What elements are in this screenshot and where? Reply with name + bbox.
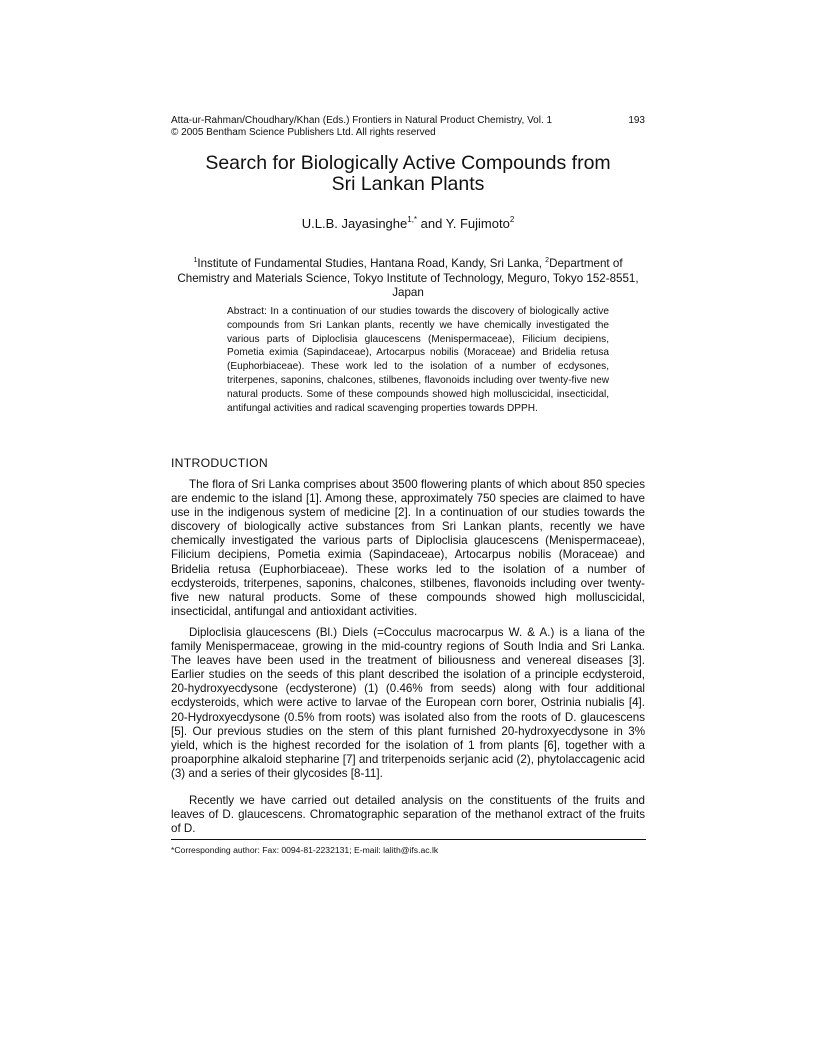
- affiliations: [171, 257, 645, 301]
- body-paragraph: [171, 478, 645, 619]
- affiliation-2: Department of Chemistry and Materials Science, Tokyo Institute of Technology, Meguro, Tokyo 152-8551, Japan: [177, 257, 639, 299]
- introduction-heading: INTRODUCTION: [171, 456, 269, 470]
- author-1-affiliation-marker: 1,*: [407, 215, 418, 224]
- author-conjunction: and: [417, 216, 446, 231]
- copyright-notice: © 2005 Bentham Science Publishers Ltd. All rights reserved: [171, 127, 436, 138]
- title-line-1: Search for Biologically Active Compounds from: [205, 152, 611, 174]
- corresponding-author-footnote: *Corresponding author: Fax: 0094-81-2232131; E-mail: lalith@ifs.ac.lk: [171, 845, 439, 855]
- author-2-affiliation-marker: 2: [509, 215, 515, 224]
- affiliation-1-marker: 1: [193, 257, 198, 264]
- paragraph-text: Diploclisia glaucescens (Bl.) Diels (=Cocculus macrocarpus W. & A.) is a liana of the family Menispermaceae, growing in the mid-country regions of South India and Sri Lanka. The leaves have been used in the treatment of biliousness and venereal diseases [3]. Earlier studies on the seeds of this plant described the isolation of a principle ecdysteroid, 20-hydroxyecdysone (ecdysterone) (1) (0.46% from seeds) along with four additional ecdysteroids, which were active to larvae of the European corn borer, Ostrinia nubialis [4]. 20-Hydroxyecdysone (0.5% from roots) was isolated also from the roots of D. glaucescens [5]. Our previous studies on the stem of this plant furnished 20-hydroxyecdysone in 3% yield, which is the highest recorded for the isolation of 1 from plants [6], together with a proaporphine alkaloid stepharine [7] and triterpenoids serjanic acid (2), phytolaccagenic acid (3) and a series of their glycosides [8-11].: [171, 626, 645, 780]
- footnote-divider: [171, 839, 646, 840]
- paragraph-text: The flora of Sri Lanka comprises about 3500 flowering plants of which about 850 species are endemic to the island [1]. Among these, approximately 750 species are claimed to have use in the indigenous system of medicine [2]. In a continuation of our studies towards the discovery of biologically active substances from Sri Lankan plants, recently we have chemically investigated the various parts of Diploclisia glaucescens (Menispermaceae), Filicium decipiens, Pometia eximia (Sapindaceae), Artocarpus nobilis (Moraceae) and Bridelia retusa (Euphorbiaceae). These works led to the isolation of a number of ecdysteroids, triterpenes, saponins, chalcones, stilbenes, flavonoids including over twenty-five new natural products. Some of these compounds showed high molluscicidal, insecticidal, antifungal and antioxidant activities.: [171, 478, 645, 618]
- title-line-2: Sri Lankan Plants: [331, 173, 485, 195]
- body-paragraph: [171, 626, 645, 781]
- article-title: [171, 153, 645, 195]
- author-2: Y. Fujimoto: [445, 216, 510, 231]
- affiliation-1: Institute of Fundamental Studies, Hantana Road, Kandy, Sri Lanka,: [197, 257, 546, 270]
- abstract: Abstract: In a continuation of our studies towards the discovery of biologically active compounds from Sri Lankan plants, recently we have chemically investigated the various parts of Diploclisia glaucescens (Menispermaceae), Filicium decipiens, Pometia eximia (Sapindaceae), Artocarpus nobilis (Moraceae) and Bridelia retusa (Euphorbiaceae). These work led to the isolation of a number of ecdysones, triterpenes, saponins, chalcones, stilbenes, flavonoids including over twenty-five new natural products. Some of these compounds showed high molluscicidal, insecticidal, antifungal activities and radical scavenging properties towards DPPH.: [227, 306, 609, 414]
- journal-citation: Atta-ur-Rahman/Choudhary/Khan (Eds.) Frontiers in Natural Product Chemistry, Vol. 1: [171, 115, 553, 126]
- affiliation-2-marker: 2: [545, 257, 550, 264]
- page-number: 193: [628, 115, 645, 126]
- author-list: [171, 216, 645, 232]
- author-1: U.L.B. Jayasinghe: [301, 216, 408, 231]
- body-paragraph: [171, 794, 645, 836]
- running-head: [171, 115, 645, 139]
- paragraph-text: Recently we have carried out detailed analysis on the constituents of the fruits and leaves of D. glaucescens. Chromatographic separation of the methanol extract of the fruits of D.: [171, 794, 645, 836]
